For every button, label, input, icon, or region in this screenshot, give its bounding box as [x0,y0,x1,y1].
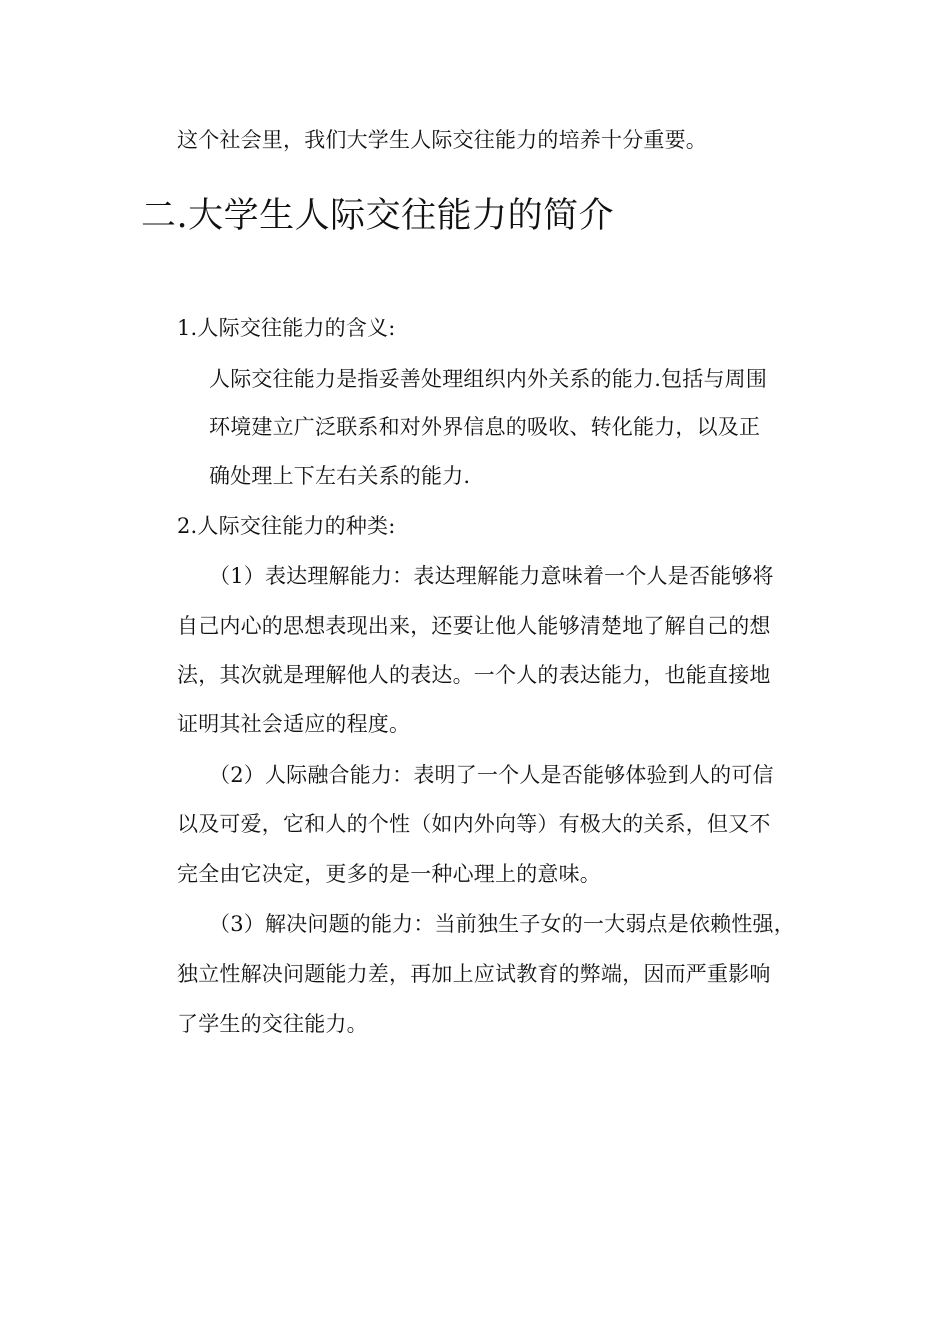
item2-sub1-line: （1）表达理解能力：表达理解能力意味着一个人是否能够将 [209,564,774,588]
item1-line: 确处理上下左右关系的能力. [209,464,471,488]
item2-sub2-line: 完全由它决定，更多的是一种心理上的意味。 [177,862,601,886]
item2-title: 2.人际交往能力的种类: [177,514,396,538]
item2-sub1-line: 证明其社会适应的程度。 [177,712,411,736]
section-heading: 二.大学生人际交往能力的简介 [141,196,615,236]
item2-sub1-line: 法，其次就是理解他人的表达。一个人的表达能力，也能直接地 [177,663,771,687]
item2-sub3-line: （3）解决问题的能力：当前独生子女的一大弱点是依赖性强， [209,912,795,936]
item1-title: 1.人际交往能力的含义: [177,316,396,340]
item1-line: 人际交往能力是指妥善处理组织内外关系的能力.包括与周围 [209,367,768,391]
item2-sub2-line: （2）人际融合能力：表明了一个人是否能够体验到人的可信 [209,763,774,787]
item2-sub1-line: 自己内心的思想表现出来，还要让他人能够清楚地了解自己的想 [177,614,771,638]
item1-line: 环境建立广泛联系和对外界信息的吸收、转化能力，以及正 [209,415,761,439]
item2-sub2-line: 以及可爱，它和人的个性（如内外向等）有极大的关系，但又不 [177,812,771,836]
item2-sub3-line: 独立性解决问题能力差，再加上应试教育的弊端，因而严重影响 [177,962,771,986]
item2-sub3-line: 了学生的交往能力。 [177,1012,368,1036]
intro-line: 这个社会里，我们大学生人际交往能力的培养十分重要。 [177,128,707,152]
